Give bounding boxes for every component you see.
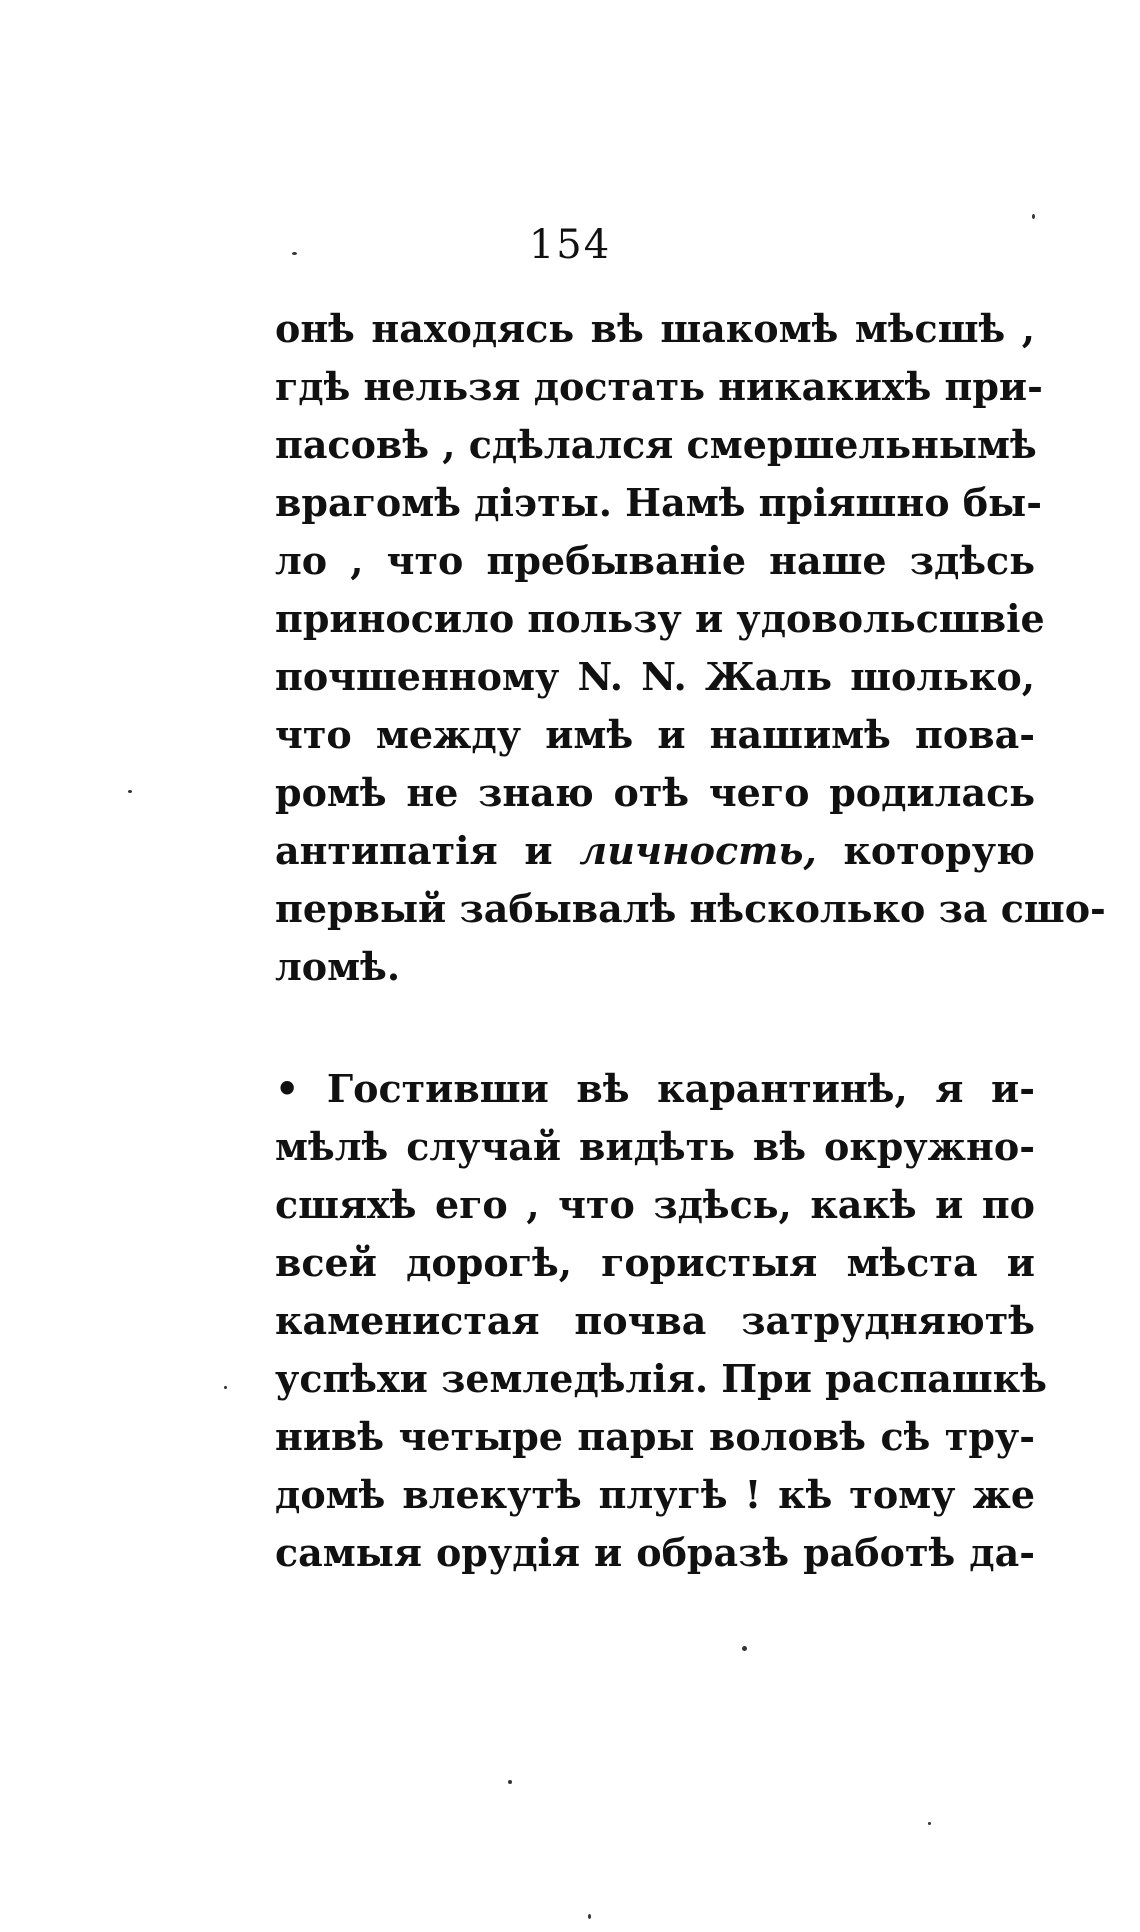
line-text: домѣ влекутѣ плугѣ ! кѣ тому же — [275, 1472, 1035, 1517]
scan-speck — [1032, 214, 1035, 219]
text-line — [275, 1524, 1035, 1582]
line-text: нивѣ четыре пары воловѣ сѣ тру- — [275, 1414, 1035, 1459]
line-text: гдѣ нельзя достать никакихѣ при- — [275, 364, 1043, 409]
line-text: ло , что пребываніе наше здѣсь — [275, 538, 1035, 583]
scan-speck — [742, 1646, 747, 1651]
scan-speck — [588, 1914, 591, 1919]
line-text: каменистая почва затрудняютѣ — [275, 1298, 1035, 1343]
line-text: • Гостивши вѣ карантинѣ, я и- — [275, 1066, 1035, 1111]
line-text: ромѣ не знаю отѣ чего родилась — [275, 770, 1035, 815]
text-line — [275, 764, 1035, 822]
text-line — [275, 590, 1045, 648]
text-line — [275, 1060, 1035, 1118]
line-text: пасовѣ , сдѣлался смершельнымѣ — [275, 422, 1037, 467]
line-text: почшенному N. N. Жаль шолько, — [275, 654, 1035, 699]
text-line — [275, 1118, 1035, 1176]
line-text: ломѣ. — [275, 944, 401, 989]
text-line — [275, 358, 1043, 416]
text-line — [275, 706, 1035, 764]
text-line-italic — [275, 822, 1035, 880]
text-line — [275, 1234, 1035, 1292]
italic-emphasis: личность, — [579, 828, 817, 873]
scan-speck — [128, 790, 132, 793]
text-line — [275, 474, 1042, 532]
scan-speck — [292, 252, 297, 255]
text-line — [275, 1292, 1035, 1350]
text-line — [275, 1350, 1047, 1408]
text-line — [275, 300, 1035, 358]
paragraph-1 — [275, 300, 1106, 996]
text-line — [275, 880, 1106, 938]
text-line — [275, 532, 1035, 590]
paragraph-2 — [275, 1060, 1047, 1582]
scan-speck — [508, 1780, 512, 1784]
line-text: врагомѣ діэты. Намѣ пріяшно бы- — [275, 480, 1042, 525]
line-text: всей дорогѣ, гористыя мѣста и — [275, 1240, 1035, 1285]
text-line — [275, 1176, 1035, 1234]
line-text: антипатія и личность, которую — [275, 828, 1035, 873]
line-text: онѣ находясь вѣ шакомѣ мѣсшѣ , — [275, 306, 1035, 351]
text-line — [275, 1466, 1035, 1524]
line-text: первый забывалѣ нѣсколько за сшо- — [275, 886, 1106, 931]
line-text: успѣхи земледѣлія. При распашкѣ — [275, 1356, 1047, 1401]
line-text: мѣлѣ случай видѣть вѣ окружно- — [275, 1124, 1035, 1169]
text-line — [275, 1408, 1035, 1466]
scan-speck — [224, 1386, 227, 1389]
text-line — [275, 648, 1035, 706]
line-text: что между имѣ и нашимѣ пова- — [275, 712, 1035, 757]
line-text: приносило пользу и удовольсшвіе — [275, 596, 1045, 641]
text-line — [275, 938, 1035, 996]
line-text: самыя орудія и образѣ работѣ да- — [275, 1530, 1035, 1575]
scan-speck — [928, 1822, 931, 1825]
page-number: 154 — [528, 222, 612, 268]
line-text: сшяхѣ его , что здѣсь, какѣ и по — [275, 1182, 1035, 1227]
text-line — [275, 416, 1035, 474]
